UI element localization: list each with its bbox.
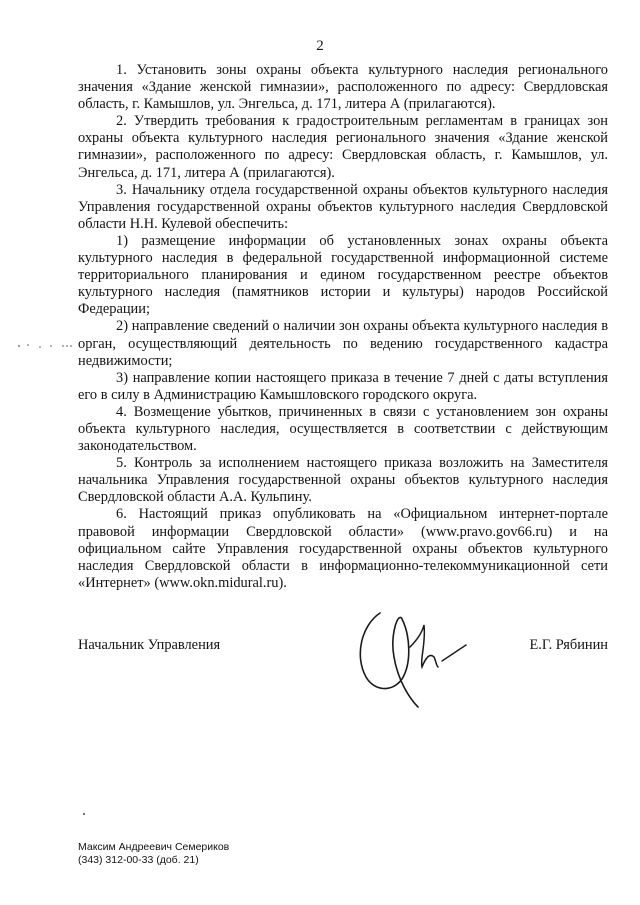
executor-phone: (343) 312-00-33 (доб. 21) xyxy=(78,854,199,866)
paragraph-3: 3. Начальнику отдела государственной охраны объектов культурного наследия Управления государственной охраны объектов культурного наследия Свердловской области Н.Н. Кулевой обеспечить: xyxy=(78,181,608,232)
signer-title: Начальник Управления xyxy=(78,637,221,653)
handwritten-signature xyxy=(340,595,490,715)
executor-footer xyxy=(78,841,378,867)
paragraph-1: 1. Установить зоны охраны объекта культурного наследия регионального значения «Здание женской гимназии», расположенного по адресу: Свердловская область, г. Камышлов, ул. Энгельса, д. 171, литера А (прилагаются). xyxy=(78,62,608,113)
subparagraph-3-2: 2) направление сведений о наличии зон охраны объекта культурного наследия в орган, осуществляющий деятельность по ведению государственного кадастра недвижимости; xyxy=(78,318,608,369)
paragraph-6: 6. Настоящий приказ опубликовать на «Официальном интернет-портале правовой информации Свердловской области» (www.pravo.gov66.ru) и на официальном сайте Управления государственной охраны объектов культурного наследия Свердловской области в информационно-телекоммуникационной сети «Интернет» (www.okn.midural.ru). xyxy=(78,506,608,591)
paragraph-5: 5. Контроль за исполнением настоящего приказа возложить на Заместителя начальника Управления государственной охраны объектов культурного наследия Свердловской области А.А. Кульпину. xyxy=(78,455,608,506)
page-number: 2 xyxy=(316,38,324,54)
order-body xyxy=(78,62,608,592)
executor-name: Максим Андреевич Семериков xyxy=(78,841,230,853)
scan-dot xyxy=(80,810,88,818)
paragraph-2: 2. Утвердить требования к градостроительным регламентам в границах зон охраны объекта культурного наследия регионального значения «Здание женской гимназии», расположенного по адресу: Свердловская область, г. Камышлов, ул. Энгельса, д. 171, литера А (прилагаются). xyxy=(78,113,608,181)
paragraph-4: 4. Возмещение убытков, причиненных в связи с установлением зон охраны объекта культурного наследия, осуществляется в соответствии с действующим законодательством. xyxy=(78,403,608,455)
subparagraph-3-1: 1) размещение информации об установленных зонах охраны объекта культурного наследия в федеральной государственной информационной системе территориального планирования и едином государственном реестре объектов культурного наследия (памятников истории и культуры) народов Российской Федерации; xyxy=(78,232,608,318)
signer-name: Е.Г. Рябинин xyxy=(529,637,608,653)
scan-speckles xyxy=(16,338,86,352)
subparagraph-3-3: 3) направление копии настоящего приказа в течение 7 дней с даты вступления его в силу в Администрацию Камышловского городского округа. xyxy=(78,369,608,403)
